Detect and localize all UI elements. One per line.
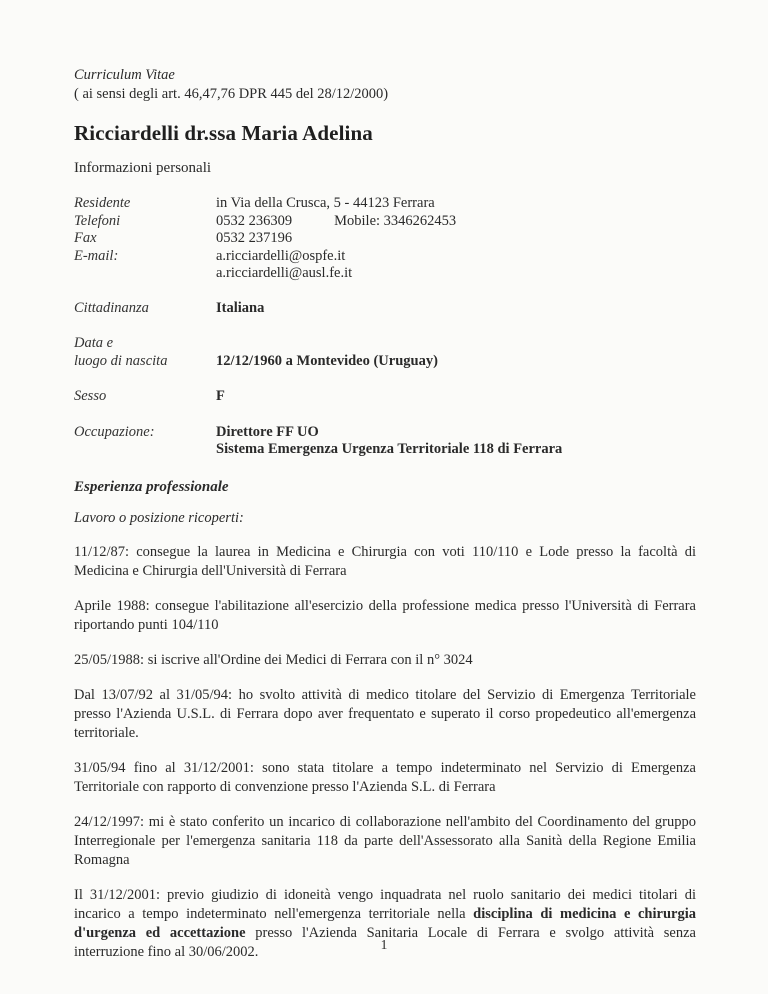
email-label: E-mail: [74,247,119,264]
phone-label: Telefoni [74,212,121,229]
document-subtitle: ( ai sensi degli art. 46,47,76 DPR 445 del 28/12/2000) [74,86,389,102]
sex-label: Sesso [74,388,107,404]
phone-row [74,213,696,231]
fax-row [74,230,696,248]
experience-paragraph-5: 31/05/94 fino al 31/12/2001: sono stata titolare a tempo indeterminato nel Servizio di Emergenza Territoriale con rapporto di convenzione presso l'Azienda S.L. di Ferrara [74,759,696,795]
occupation-line1: Direttore FF UO [216,423,319,440]
birth-row [74,335,696,370]
fax-value: 0532 237196 [216,230,293,246]
residence-label: Residente [74,195,131,211]
occupation-label: Occupazione: [74,423,155,440]
paragraph-7-text-a: Il 31/12/2001: previo giudizio di idoneità vengo inquadrata nel ruolo sanitario dei medici titolari di incarico a tempo indeterminato nell'emergenza territoriale nella [74,886,696,922]
experience-paragraph-1: 11/12/87: consegue la laurea in Medicina e Chirurgia con voti 110/110 e Lode presso la facoltà di Medicina e Chirurgia dell'Università di Ferrara [74,543,696,579]
residence-value: in Via della Crusca, 5 - 44123 Ferrara [216,195,435,211]
citizenship-value: Italiana [216,299,265,316]
phone-values [216,213,696,231]
citizenship-label: Cittadinanza [74,299,149,316]
email-2[interactable]: a.ricciardelli@ausl.fe.it [216,265,353,281]
experience-heading: Esperienza professionale [74,478,229,495]
experience-paragraph-2: Aprile 1988: consegue l'abilitazione all'esercizio della professione medica presso l'Università di Ferrara riportando punti 104/110 [74,597,696,633]
citizenship-row [74,300,696,318]
person-name: Ricciardelli dr.ssa Maria Adelina [74,121,373,145]
birth-label-line1: Data e [74,335,114,351]
birth-value: 12/12/1960 a Montevideo (Uruguay) [216,352,438,369]
experience-paragraph-3: 25/05/1988: si iscrive all'Ordine dei Medici di Ferrara con il n° 3024 [74,651,473,668]
phone-value: 0532 236309 [216,212,293,229]
sex-row [74,388,696,406]
occupation-line2: Sistema Emergenza Urgenza Territoriale 118 di Ferrara [216,441,563,457]
mobile-value: Mobile: 3346262453 [334,212,457,229]
section-personal-heading: Informazioni personali [74,160,212,176]
fax-label: Fax [74,230,97,246]
occupation-row [74,424,696,459]
email-1[interactable]: a.ricciardelli@ospfe.it [216,247,346,264]
paragraph-7-discipline: disciplina di medicina e chirurgia d'urgenza ed accettazione [74,905,696,941]
personal-info-block [74,195,696,459]
birth-label-line2: luogo di nascita [74,352,168,369]
experience-subheading: Lavoro o posizione ricoperti: [74,509,244,526]
email-row [74,248,696,283]
occupation-values [216,424,696,459]
residence-row [74,195,696,213]
document-title: Curriculum Vitae [74,67,175,83]
experience-paragraph-4: Dal 13/07/92 al 31/05/94: ho svolto attività di medico titolare del Servizio di Emergenza Territoriale presso l'Azienda U.S.L. di Ferrara dopo aver frequentato e superato il corso propedeutico all'emergenza territoriale. [74,686,696,741]
page-number: 1 [380,937,388,952]
birth-label [74,335,216,370]
sex-value: F [216,388,225,404]
paragraph-7-text-b: presso l'Azienda Sanitaria Locale di Ferrara e svolgo attività senza interruzione fino al 30/06/2002. [74,924,696,960]
email-values [216,248,696,283]
experience-paragraph-6: 24/12/1997: mi è stato conferito un incarico di collaborazione nell'ambito del Coordinamento del gruppo Interregionale per l'emergenza sanitaria 118 da parte dell'Assessorato alla Sanità della Regione Emilia Romagna [74,813,696,868]
